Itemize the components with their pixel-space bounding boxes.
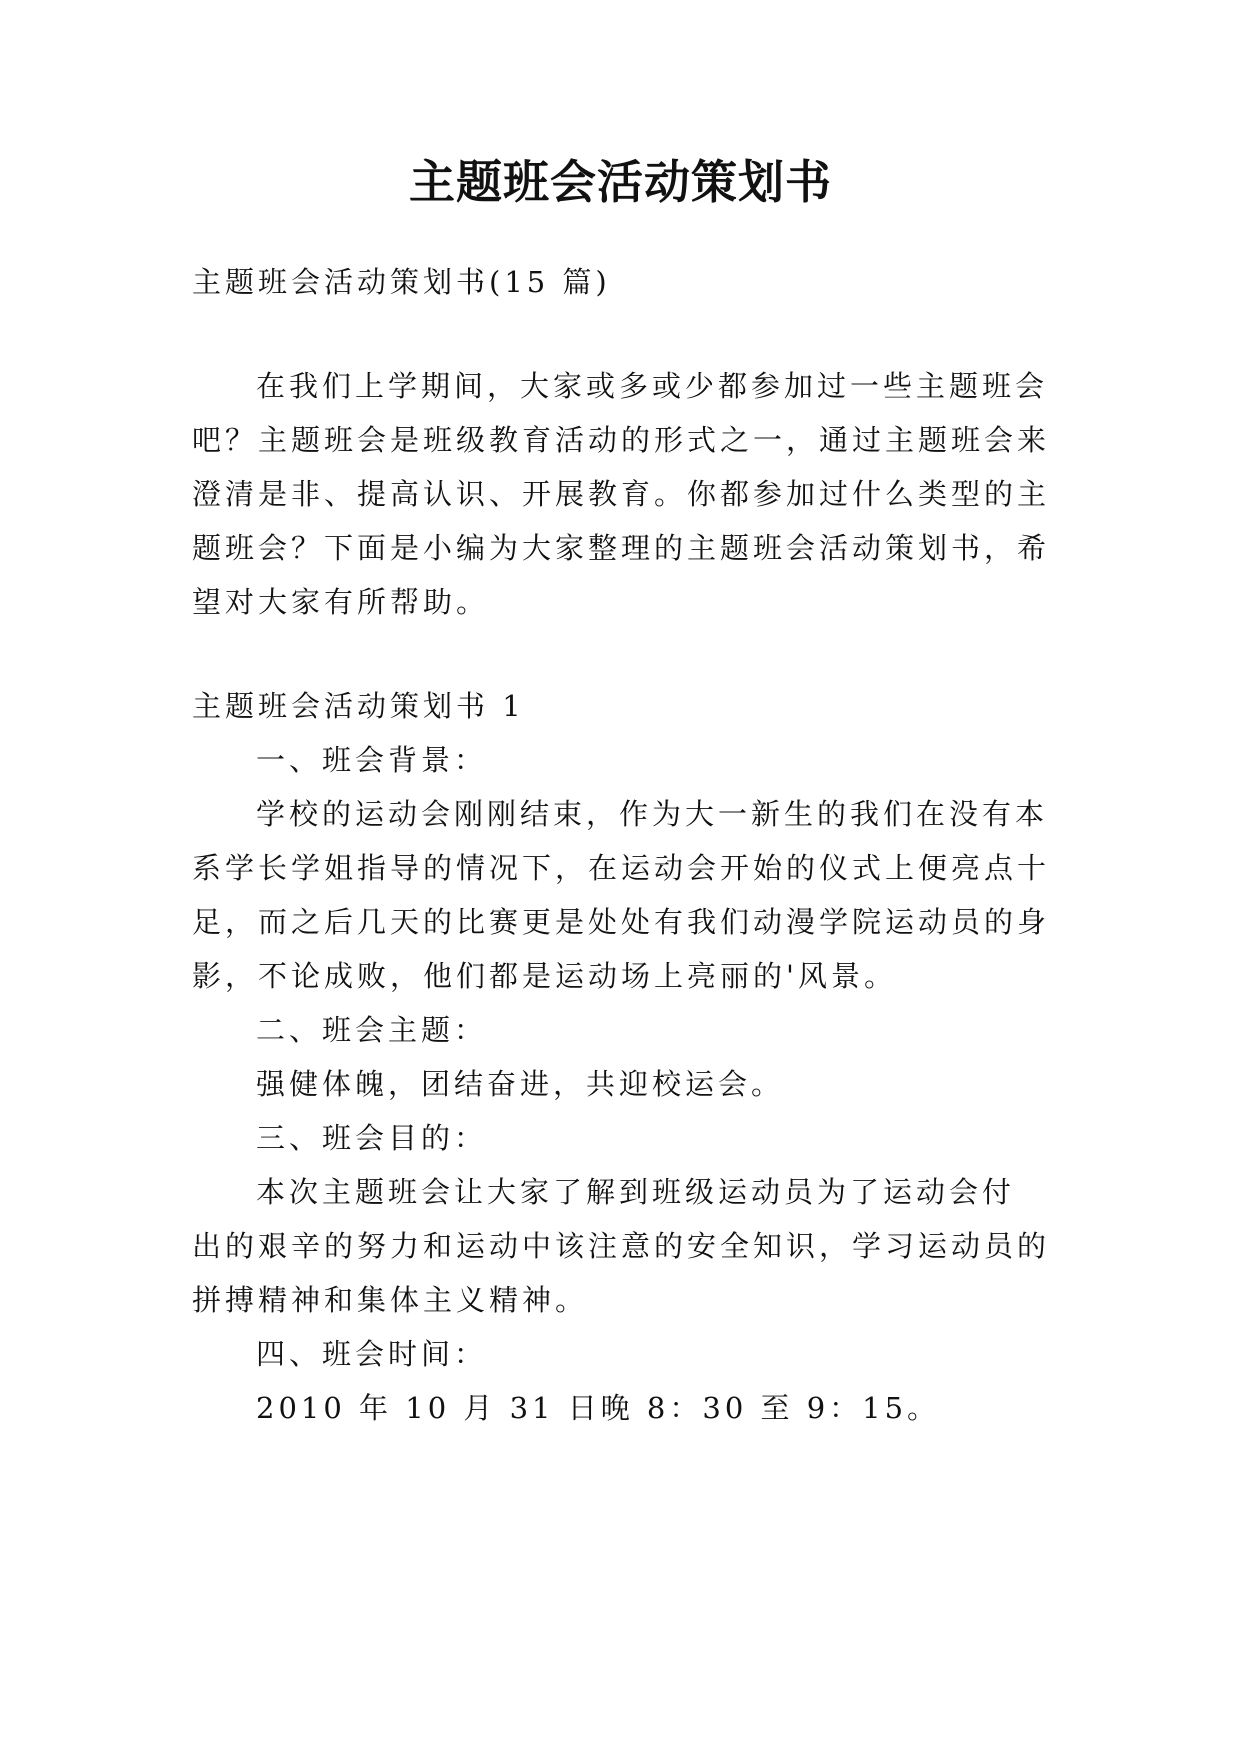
purpose-heading: 三、班会目的： <box>256 1121 488 1155</box>
section-heading: 主题班会活动策划书 1 <box>192 689 525 723</box>
theme-text: 强健体魄，团结奋进，共迎校运会。 <box>256 1067 785 1101</box>
theme-heading: 二、班会主题： <box>256 1013 488 1047</box>
background-text-line: 学校的运动会刚刚结束，作为大一新生的我们在没有本 <box>256 797 1049 831</box>
time-text: 2010 年 10 月 31 日晚 8：30 至 9：15。 <box>256 1391 941 1425</box>
document-title: 主题班会活动策划书 <box>409 155 832 209</box>
background-text-line: 影，不论成败，他们都是运动场上亮丽的'风景。 <box>192 959 897 993</box>
background-text-line: 足，而之后几天的比赛更是处处有我们动漫学院运动员的身 <box>192 905 1051 939</box>
purpose-text-line: 拼搏精神和集体主义精神。 <box>192 1283 589 1317</box>
intro-line: 在我们上学期间，大家或多或少都参加过一些主题班会 <box>256 369 1049 403</box>
intro-line: 吧？主题班会是班级教育活动的形式之一，通过主题班会来 <box>192 423 1051 457</box>
intro-line: 望对大家有所帮助。 <box>192 585 490 619</box>
intro-line: 澄清是非、提高认识、开展教育。你都参加过什么类型的主 <box>192 477 1051 511</box>
time-heading: 四、班会时间： <box>256 1337 488 1371</box>
background-text-line: 系学长学姐指导的情况下，在运动会开始的仪式上便亮点十 <box>192 851 1051 885</box>
purpose-text-line: 出的艰辛的努力和运动中该注意的安全知识，学习运动员的 <box>192 1229 1051 1263</box>
purpose-text-line: 本次主题班会让大家了解到班级运动员为了运动会付 <box>256 1175 1016 1209</box>
intro-line: 题班会？下面是小编为大家整理的主题班会活动策划书，希 <box>192 531 1051 565</box>
background-heading: 一、班会背景： <box>256 743 488 777</box>
document-subtitle: 主题班会活动策划书(15 篇) <box>192 265 611 299</box>
